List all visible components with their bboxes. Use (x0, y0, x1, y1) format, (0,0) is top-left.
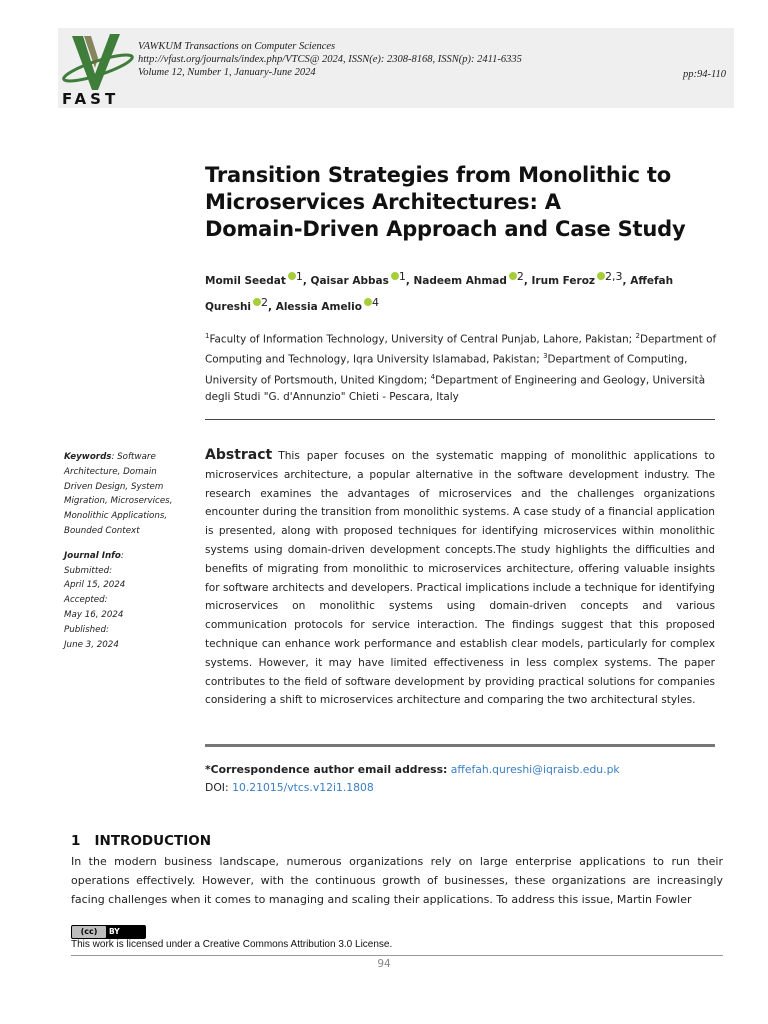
correspondence (205, 761, 715, 797)
logo-text: FAST (62, 90, 120, 108)
orcid-icon[interactable] (364, 298, 372, 306)
keywords-text: : Software Architecture, Domain Driven Design, System Migration, Microservices, Monolithic Applications, Bounded Context (64, 452, 173, 536)
affiliation-1: Faculty of Information Technology, University of Central Punjab, Lahore, Pakistan; (209, 333, 633, 346)
affiliation-4: Department of Engineering and Geology, Università degli Studi "G. d'Annunzio" Chieti - Pescara, Italy (205, 374, 706, 404)
title-line-1: Transition Strategies from Monolithic to (205, 163, 671, 187)
section-body: In the modern business landscape, numerous organizations rely on large enterprise applications to run their operations effectively. However, with the continuous growth of businesses, these organizations are increasingly facing challenges when it comes to managing and scaling their applications. To address this issue, Martin Fowler (71, 855, 723, 906)
title-line-2: Microservices Architectures: A (205, 190, 561, 214)
journal-info-block (64, 549, 182, 653)
affiliations: $^1$Faculty of Information Technology, University of Central Punjab, Lahore, Pakistan; $^2$Department of Computing and Technology, Iqra University Islamabad, Pakistan; $^3$Department of Computing, University of Portsmouth, United Kingdom; $^4$Department of Engineering and Geology, Università degli Studi "G. d'Annunzio" Chieti - Pescara, Italy (205, 332, 717, 404)
license-text: This work is licensed under a Creative Commons Attribution 3.0 License. (71, 939, 393, 950)
author-sup: 2 (516, 270, 524, 283)
keywords-block (64, 450, 182, 539)
affiliation-2: Department of Computing and Technology, Iqra University Islamabad, Pakistan; (205, 333, 717, 366)
page-number: 94 (377, 958, 391, 970)
orcid-icon[interactable] (288, 272, 296, 280)
orcid-icon[interactable] (509, 272, 517, 280)
affiliation-3: Department of Computing, University of Portsmouth, United Kingdom; (205, 353, 688, 387)
author-name: Qaisar Abbas (310, 275, 389, 287)
abstract-text: This paper focuses on the systematic mapping of monolithic applications to microservices architecture, a popular alternative in the software development industry. The research examines the advantages of microservices and the challenges organizations encounter during the transition from monolithic systems. A case study of a financial application is presented, along with proposed techniques for identifying microservices within monolithic systems using domain-driven development concepts.The study highlights the difficulties and benefits of migrating from monolithic to microservices architecture, offering valuable insights for software architects and developers. Practical implications include a technique for identifying microservices on monolithic systems using domain-driven concepts and various communication protocols for service interaction. The findings suggest that this proposed technique can enhance work performance and establish clear models, particularly for complex systems. However, it may have limited effectiveness in less complex systems. The paper contributes to the field of software development by providing practical solutions for companies considering a shift to microservices architecture and comparing the two architectural styles. (205, 450, 715, 707)
correspondence-label: *Correspondence author email address: (205, 763, 448, 776)
abstract (205, 446, 715, 710)
author-sup: 1 (295, 270, 303, 283)
title-line-3: Domain-Driven Approach and Case Study (205, 217, 686, 241)
author-sup: 4 (371, 296, 379, 309)
divider (205, 419, 715, 420)
published-date: June 3, 2024 (64, 639, 119, 650)
submitted-label: Submitted: (64, 565, 113, 576)
journal-header (58, 28, 734, 108)
fast-logo (58, 28, 136, 108)
author-sup: 1 (398, 270, 406, 283)
published-label: Published: (64, 624, 109, 635)
section-title: INTRODUCTION (94, 833, 211, 849)
author-name: Momil Seedat (205, 275, 286, 287)
doi-link[interactable]: 10.21015/vtcs.v12i1.1808 (232, 781, 374, 794)
journal-volume: Volume 12, Number 1, January-June 2024 (138, 67, 316, 78)
orcid-icon[interactable] (597, 272, 605, 280)
divider (205, 744, 715, 747)
journal-name: VAWKUM Transactions on Computer Sciences (138, 41, 336, 52)
author-name: Affefah Qureshi (205, 275, 674, 313)
journal-info-colon: : (120, 550, 124, 561)
keywords-label: Keywords (64, 452, 112, 462)
cc-icon: (cc) (72, 926, 106, 938)
doi-label: DOI: (205, 781, 229, 794)
section-number: 1 (71, 833, 81, 849)
page-range: pp:94-110 (683, 69, 726, 80)
orcid-icon[interactable] (253, 298, 261, 306)
submitted-date: April 15, 2024 (64, 580, 126, 591)
section-heading (71, 833, 211, 849)
journal-info-text (138, 40, 522, 79)
journal-url-issn[interactable]: http://vfast.org/journals/index.php/VTCS@ 2024, ISSN(e): 2308-8168, ISSN(p): 2411-6335 (138, 54, 522, 65)
author-list: Momil Seedat 1, Qaisar Abbas 1, Nadeem Ahmad 2, Irum Feroz 2,3, Affefah Qureshi 2, Alessia Amelio 4 (205, 270, 674, 313)
cc-by-badge[interactable] (71, 925, 146, 939)
author-sup: 2 (261, 296, 269, 309)
author-name: Irum Feroz (531, 275, 596, 287)
correspondence-email[interactable]: affefah.qureshi@iqraisb.edu.pk (450, 763, 620, 776)
accepted-label: Accepted: (64, 595, 108, 606)
orcid-icon[interactable] (391, 272, 399, 280)
author-name: Nadeem Ahmad (413, 275, 507, 287)
paper-title (205, 162, 725, 243)
author-name: Alessia Amelio (275, 301, 362, 313)
journal-info-label: Journal Info (64, 550, 121, 561)
abstract-heading: Abstract (205, 447, 273, 463)
footer-divider (71, 955, 723, 956)
author-sup: 2,3 (605, 270, 623, 283)
by-icon: BY (109, 927, 120, 936)
accepted-date: May 16, 2024 (64, 609, 124, 620)
sidebar-info (64, 450, 182, 652)
